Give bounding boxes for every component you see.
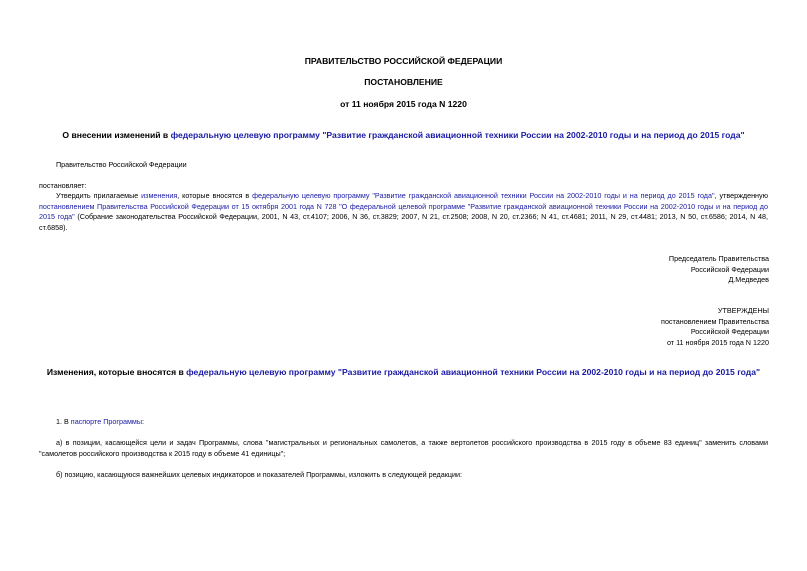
item-1-text: 1. В [56, 417, 71, 426]
decree-text-2: , которые вносятся в [177, 191, 253, 200]
document-type-heading: ПОСТАНОВЛЕНИЕ [364, 77, 443, 87]
title-prefix: О внесении изменений в [62, 130, 171, 140]
program-passport-link[interactable]: паспорте Программы [70, 417, 143, 426]
changes-heading [40, 367, 767, 378]
item-b: б) позицию, касающуюся важнейших целевых индикаторов и показателей Программы, изложить в следующей редакции: [56, 470, 462, 479]
decree-paragraph [39, 191, 768, 233]
approval-date: от 11 ноября 2015 года N 1220 [666, 337, 769, 347]
signature-country: Российской Федерации [690, 264, 769, 274]
changes-link[interactable]: изменения [141, 191, 178, 200]
item-1-colon: : [142, 417, 145, 426]
government-heading: ПРАВИТЕЛЬСТВО РОССИЙСКОЙ ФЕДЕРАЦИИ [304, 56, 503, 66]
decree-text-4: (Собрание законодательства Российской Федерации, 2001, N 43, ст.4107; 2006, N 36, ст.3829; 2007, N 21, ст.2508; 2008, N 20, ст.2366; N 41, ст.4681; 2011, N 29, ст.4481; 2013, N 50, ст.6586; 2014, N 48, ст.6858). [39, 212, 768, 232]
document-title [0, 130, 807, 140]
program-link-2[interactable]: федеральную целевую программу "Развитие гражданской авиационной техники России на 2002-2010 годы и на период до 2015 года" [252, 191, 715, 200]
decree-text-3: , утвержденную [714, 191, 769, 200]
decree-text-1: Утвердить прилагаемые [56, 191, 142, 200]
item-1 [56, 417, 144, 428]
signature-position: Председатель Правительства [668, 254, 769, 263]
document-date-number: от 11 ноября 2015 года N 1220 [340, 99, 467, 109]
approval-authority: постановлением Правительства [661, 316, 769, 326]
program-link[interactable]: федеральную целевую программу "Развитие гражданской авиационной техники России на 2002-2010 годы и на период до 2015 года" [170, 130, 745, 140]
approval-country: Российской Федерации [690, 327, 769, 337]
program-link-3[interactable]: федеральную целевую программу "Развитие гражданской авиационной техники России на 2002-2010 годы и на период до 2015 года" [186, 367, 761, 377]
approval-block [469, 306, 769, 348]
decree-label: постановляет: [39, 181, 87, 190]
resolution-728-link[interactable]: постановлением Правительства Российской Федерации от 15 октября 2001 года N 728 "О федеральной целевой программе "Развитие гражданской авиационной техники России на 2002-2010 годы и на период до 2015 года" [39, 201, 768, 222]
preamble: Правительство Российской Федерации [56, 160, 187, 169]
signature-block [469, 254, 769, 286]
changes-heading-prefix: Изменения, которые вносятся в [46, 367, 187, 377]
approval-label: УТВЕРЖДЕНЫ [717, 306, 769, 315]
item-a: а) в позиции, касающейся цели и задач Программы, слова "магистральных и региональных самолетов, а также вертолетов российского производства в 2015 году в объеме 83 единиц" заменить словами "самолетов российского производства к 2015 году в объеме 41 единицы"; [39, 438, 768, 458]
signature-name: Д.Медведев [728, 275, 769, 285]
